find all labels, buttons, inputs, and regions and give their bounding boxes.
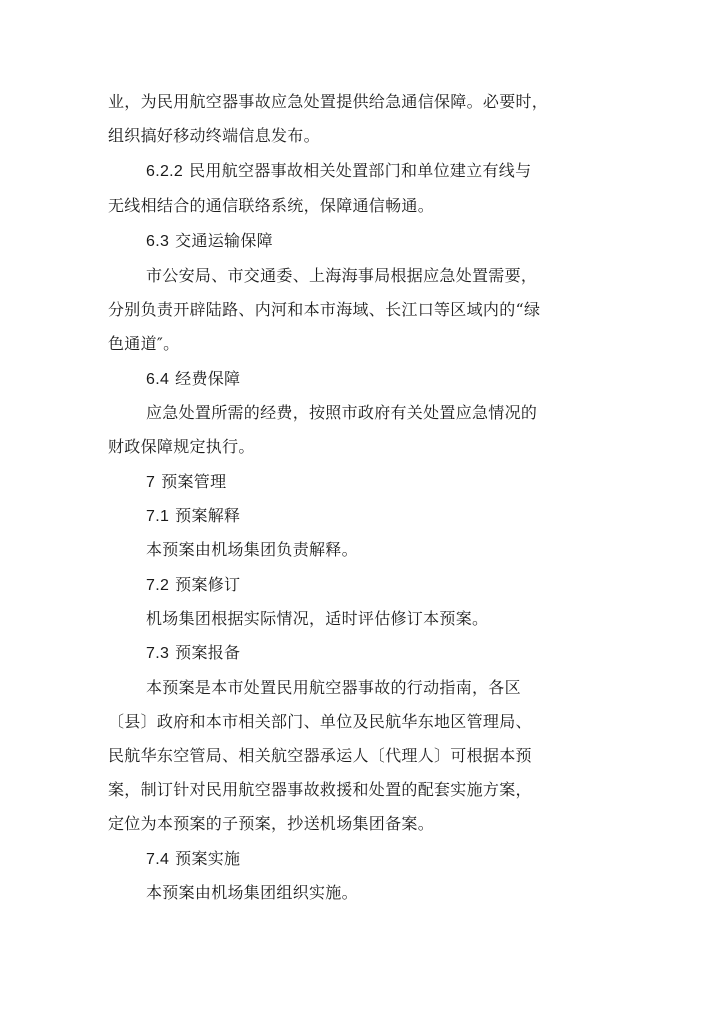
text-line: 色通道″。 (108, 334, 180, 353)
section-heading-6-4 (146, 369, 240, 390)
text-line: 本预案是本市处置民用航空器事故的行动指南，各区 (146, 678, 521, 697)
section-heading-7-2 (146, 575, 240, 596)
section-6-2-2 (146, 161, 531, 182)
section-title: 预案实施 (175, 849, 241, 868)
section-number: 6.2.2 (146, 163, 184, 180)
text-line: 机场集团根据实际情况，适时评估修订本预案。 (146, 609, 489, 628)
section-number: 7.2 (146, 577, 170, 594)
section-number: 7 (146, 474, 156, 491)
section-text: 民用航空器事故相关处置部门和单位建立有线与 (189, 161, 532, 180)
text-line: 财政保障规定执行。 (108, 437, 255, 456)
text-line: 本预案由机场集团负责解释。 (146, 540, 358, 559)
section-number: 7.3 (146, 645, 170, 662)
text-line: 无线相结合的通信联络系统，保障通信畅通。 (108, 196, 435, 215)
text-line: 市公安局、市交通委、上海海事局根据应急处置需要， (146, 266, 538, 285)
text-line: 应急处置所需的经费，按照市政府有关处置应急情况的 (146, 403, 538, 422)
text-line: 分别负责开辟陆路、内河和本市海域、长江口等区域内的“绿 (108, 300, 541, 319)
text-line: 定位为本预案的子预案，抄送机场集团备案。 (108, 814, 435, 833)
section-title: 预案解释 (175, 506, 241, 525)
section-title: 预案管理 (161, 472, 227, 491)
section-title: 交通运输保障 (175, 231, 273, 250)
section-title: 经费保障 (175, 369, 241, 388)
section-heading-7-3 (146, 643, 240, 664)
section-heading-7-1 (146, 506, 240, 527)
text-line: 业，为民用航空器事故应急处置提供给急通信保障。必要时， (108, 92, 549, 111)
text-line: 〔县〕政府和本市相关部门、单位及民航华东地区管理局、 (108, 712, 532, 731)
section-heading-7 (146, 472, 226, 493)
section-heading-6-3 (146, 231, 273, 252)
section-title: 预案修订 (175, 575, 241, 594)
text-line: 案，制订针对民用航空器事故救援和处置的配套实施方案， (108, 780, 532, 799)
section-title: 预案报备 (175, 643, 241, 662)
section-number: 7.4 (146, 851, 170, 868)
section-number: 6.4 (146, 371, 170, 388)
section-number: 6.3 (146, 233, 170, 250)
section-number: 7.1 (146, 508, 170, 525)
text-line: 组织搞好移动终端信息发布。 (108, 126, 320, 145)
section-heading-7-4 (146, 849, 240, 870)
text-line: 本预案由机场集团组织实施。 (146, 883, 358, 902)
text-line: 民航华东空管局、相关航空器承运人〔代理人〕可根据本预 (108, 746, 532, 765)
